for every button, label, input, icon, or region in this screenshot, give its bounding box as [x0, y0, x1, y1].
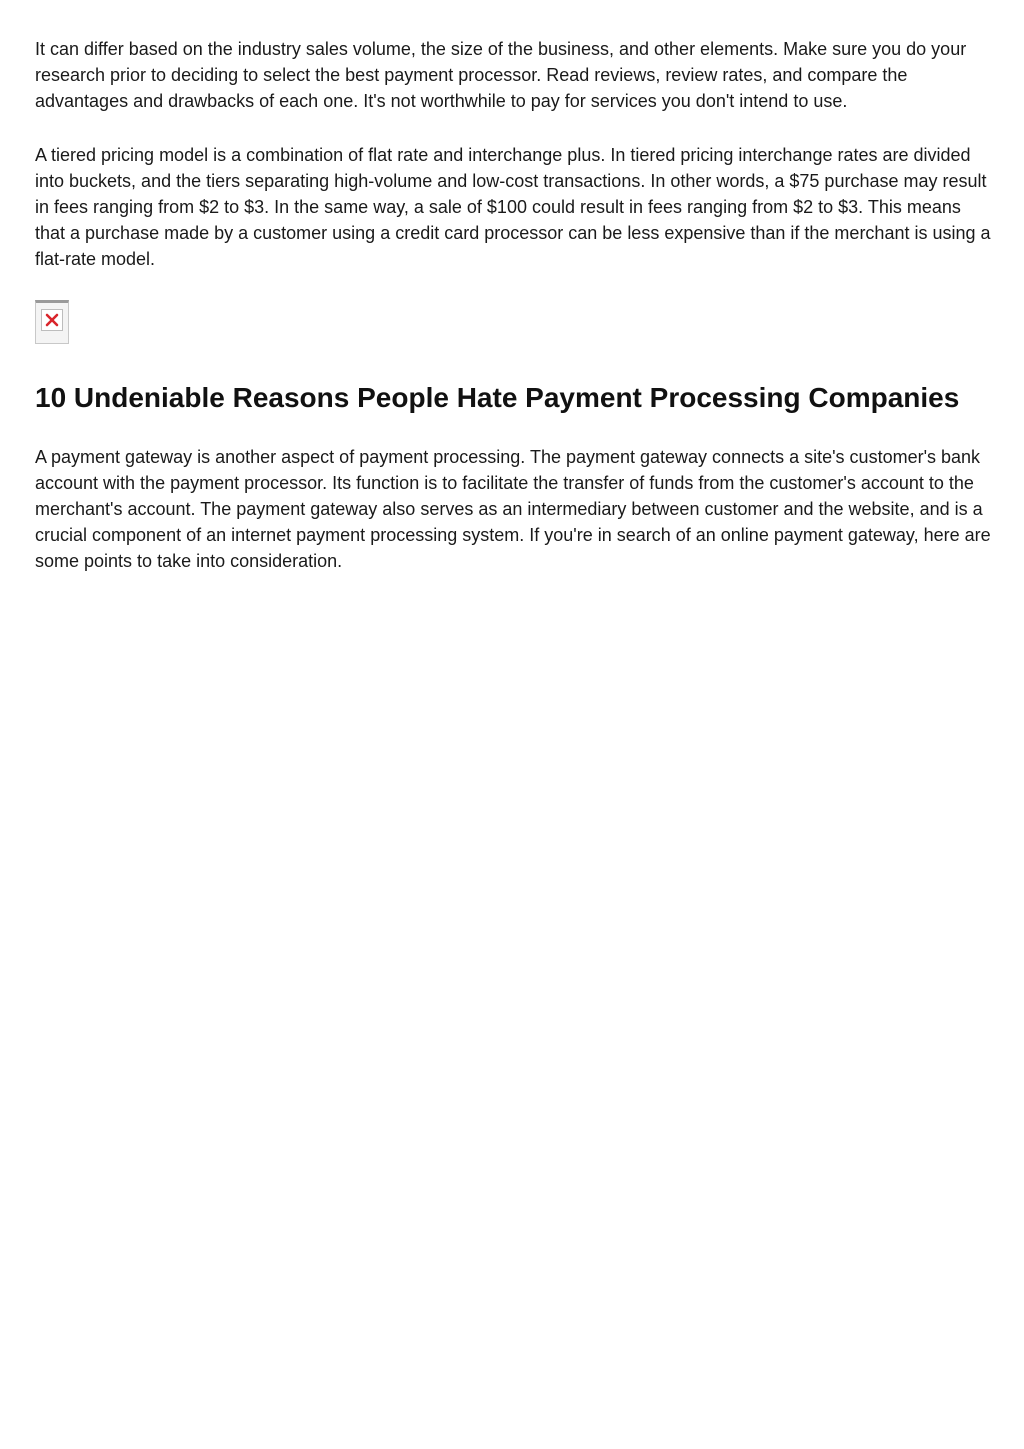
broken-image-icon — [35, 300, 69, 344]
broken-image-frame — [41, 309, 63, 331]
close-x-icon — [45, 313, 59, 327]
paragraph-tiered-pricing: A tiered pricing model is a combination of flat rate and interchange plus. In tiered pricing interchange rates are divided into buckets, and the tiers separating high-volume and low-cost transactions. In other words, a $75 purchase may result in fees ranging from $2 to $3. In the same way, a sale of $100 could result in fees ranging from $2 to $3. This means that a purchase made by a customer using a credit card processor can be less expensive than if the merchant is using a flat-rate model. — [35, 145, 991, 269]
paragraph-payment-gateway: A payment gateway is another aspect of payment processing. The payment gateway connects a site's customer's bank account with the payment processor. Its function is to facilitate the transfer of funds from the customer's account to the merchant's account. The payment gateway also serves as an intermediary between customer and the website, and is a crucial component of an internet payment processing system. If you're in search of an online payment gateway, here are some points to take into consideration. — [35, 447, 991, 571]
section-heading: 10 Undeniable Reasons People Hate Payment Processing Companies — [35, 382, 960, 413]
article-body — [35, 36, 995, 574]
paragraph-payment-processor-research: It can differ based on the industry sales volume, the size of the business, and other elements. Make sure you do your research prior to deciding to select the best payment processor. Read reviews, review rates, and compare the advantages and drawbacks of each one. It's not worthwhile to pay for services you don't intend to use. — [35, 39, 967, 111]
